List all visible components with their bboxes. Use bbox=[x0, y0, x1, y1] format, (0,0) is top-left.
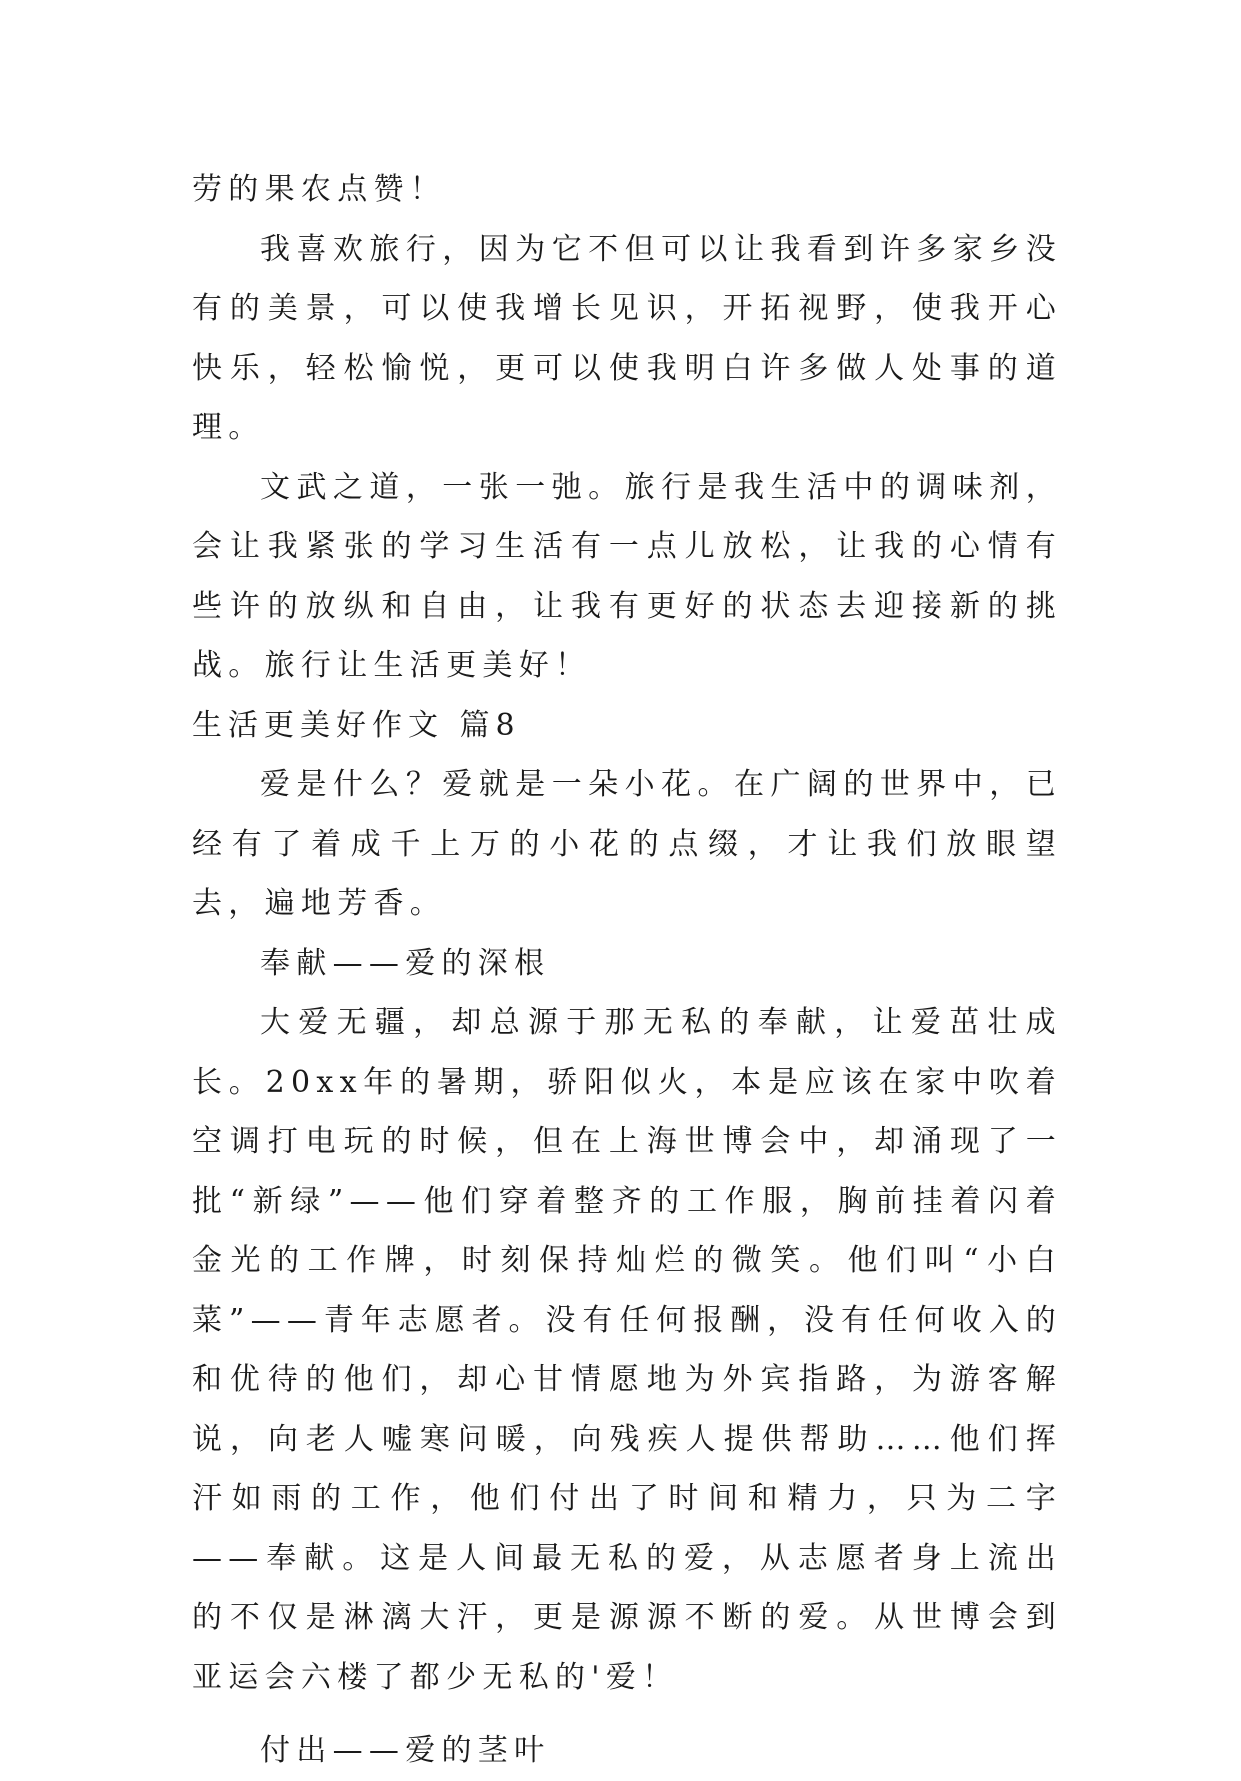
subheading-giving: 付出——爱的茎叶 bbox=[260, 1733, 551, 1768]
paragraph-what-is-love: 爱是什么？爱就是一朵小花。在广阔的世界中，已经有了着成千上万的小花的点缀，才让我们放眼望去，遍地芳香。 bbox=[192, 767, 1062, 921]
paragraph-travel-benefits: 我喜欢旅行，因为它不但可以让我看到许多家乡没有的美景，可以使我增长见识，开拓视野，使我开心快乐，轻松愉悦，更可以使我明白许多做人处事的道理。 bbox=[192, 231, 1062, 445]
section-heading: 生活更美好作文 篇8 bbox=[192, 707, 521, 743]
document-body bbox=[192, 160, 1062, 1781]
paragraph-travel-balance: 文武之道，一张一弛。旅行是我生活中的调味剂，会让我紧张的学习生活有一点儿放松，让我的心情有些许的放纵和自由，让我有更好的状态去迎接新的挑战。旅行让生活更美好！ bbox=[192, 469, 1062, 683]
paragraph-volunteers: 大爱无疆，却总源于那无私的奉献，让爱茁壮成长。20xx年的暑期，骄阳似火，本是应该在家中吹着空调打电玩的时候，但在上海世博会中，却涌现了一批“新绿”——他们穿着整齐的工作服，胸前挂着闪着金光的工作牌，时刻保持灿烂的微笑。他们叫“小白菜”——青年志愿者。没有任何报酬，没有任何收入的和优待的他们，却心甘情愿地为外宾指路，为游客解说，向老人嘘寒问暖，向残疾人提供帮助……他们挥汗如雨的工作，他们付出了时间和精力，只为二字——奉献。这是人间最无私的爱，从志愿者身上流出的不仅是淋漓大汗，更是源源不断的爱。从世博会到亚运会六楼了都少无私的'爱！ bbox=[192, 1005, 1062, 1695]
paragraph-continuation: 劳的果农点赞！ bbox=[192, 172, 447, 207]
subheading-dedication: 奉献——爱的深根 bbox=[260, 945, 551, 981]
